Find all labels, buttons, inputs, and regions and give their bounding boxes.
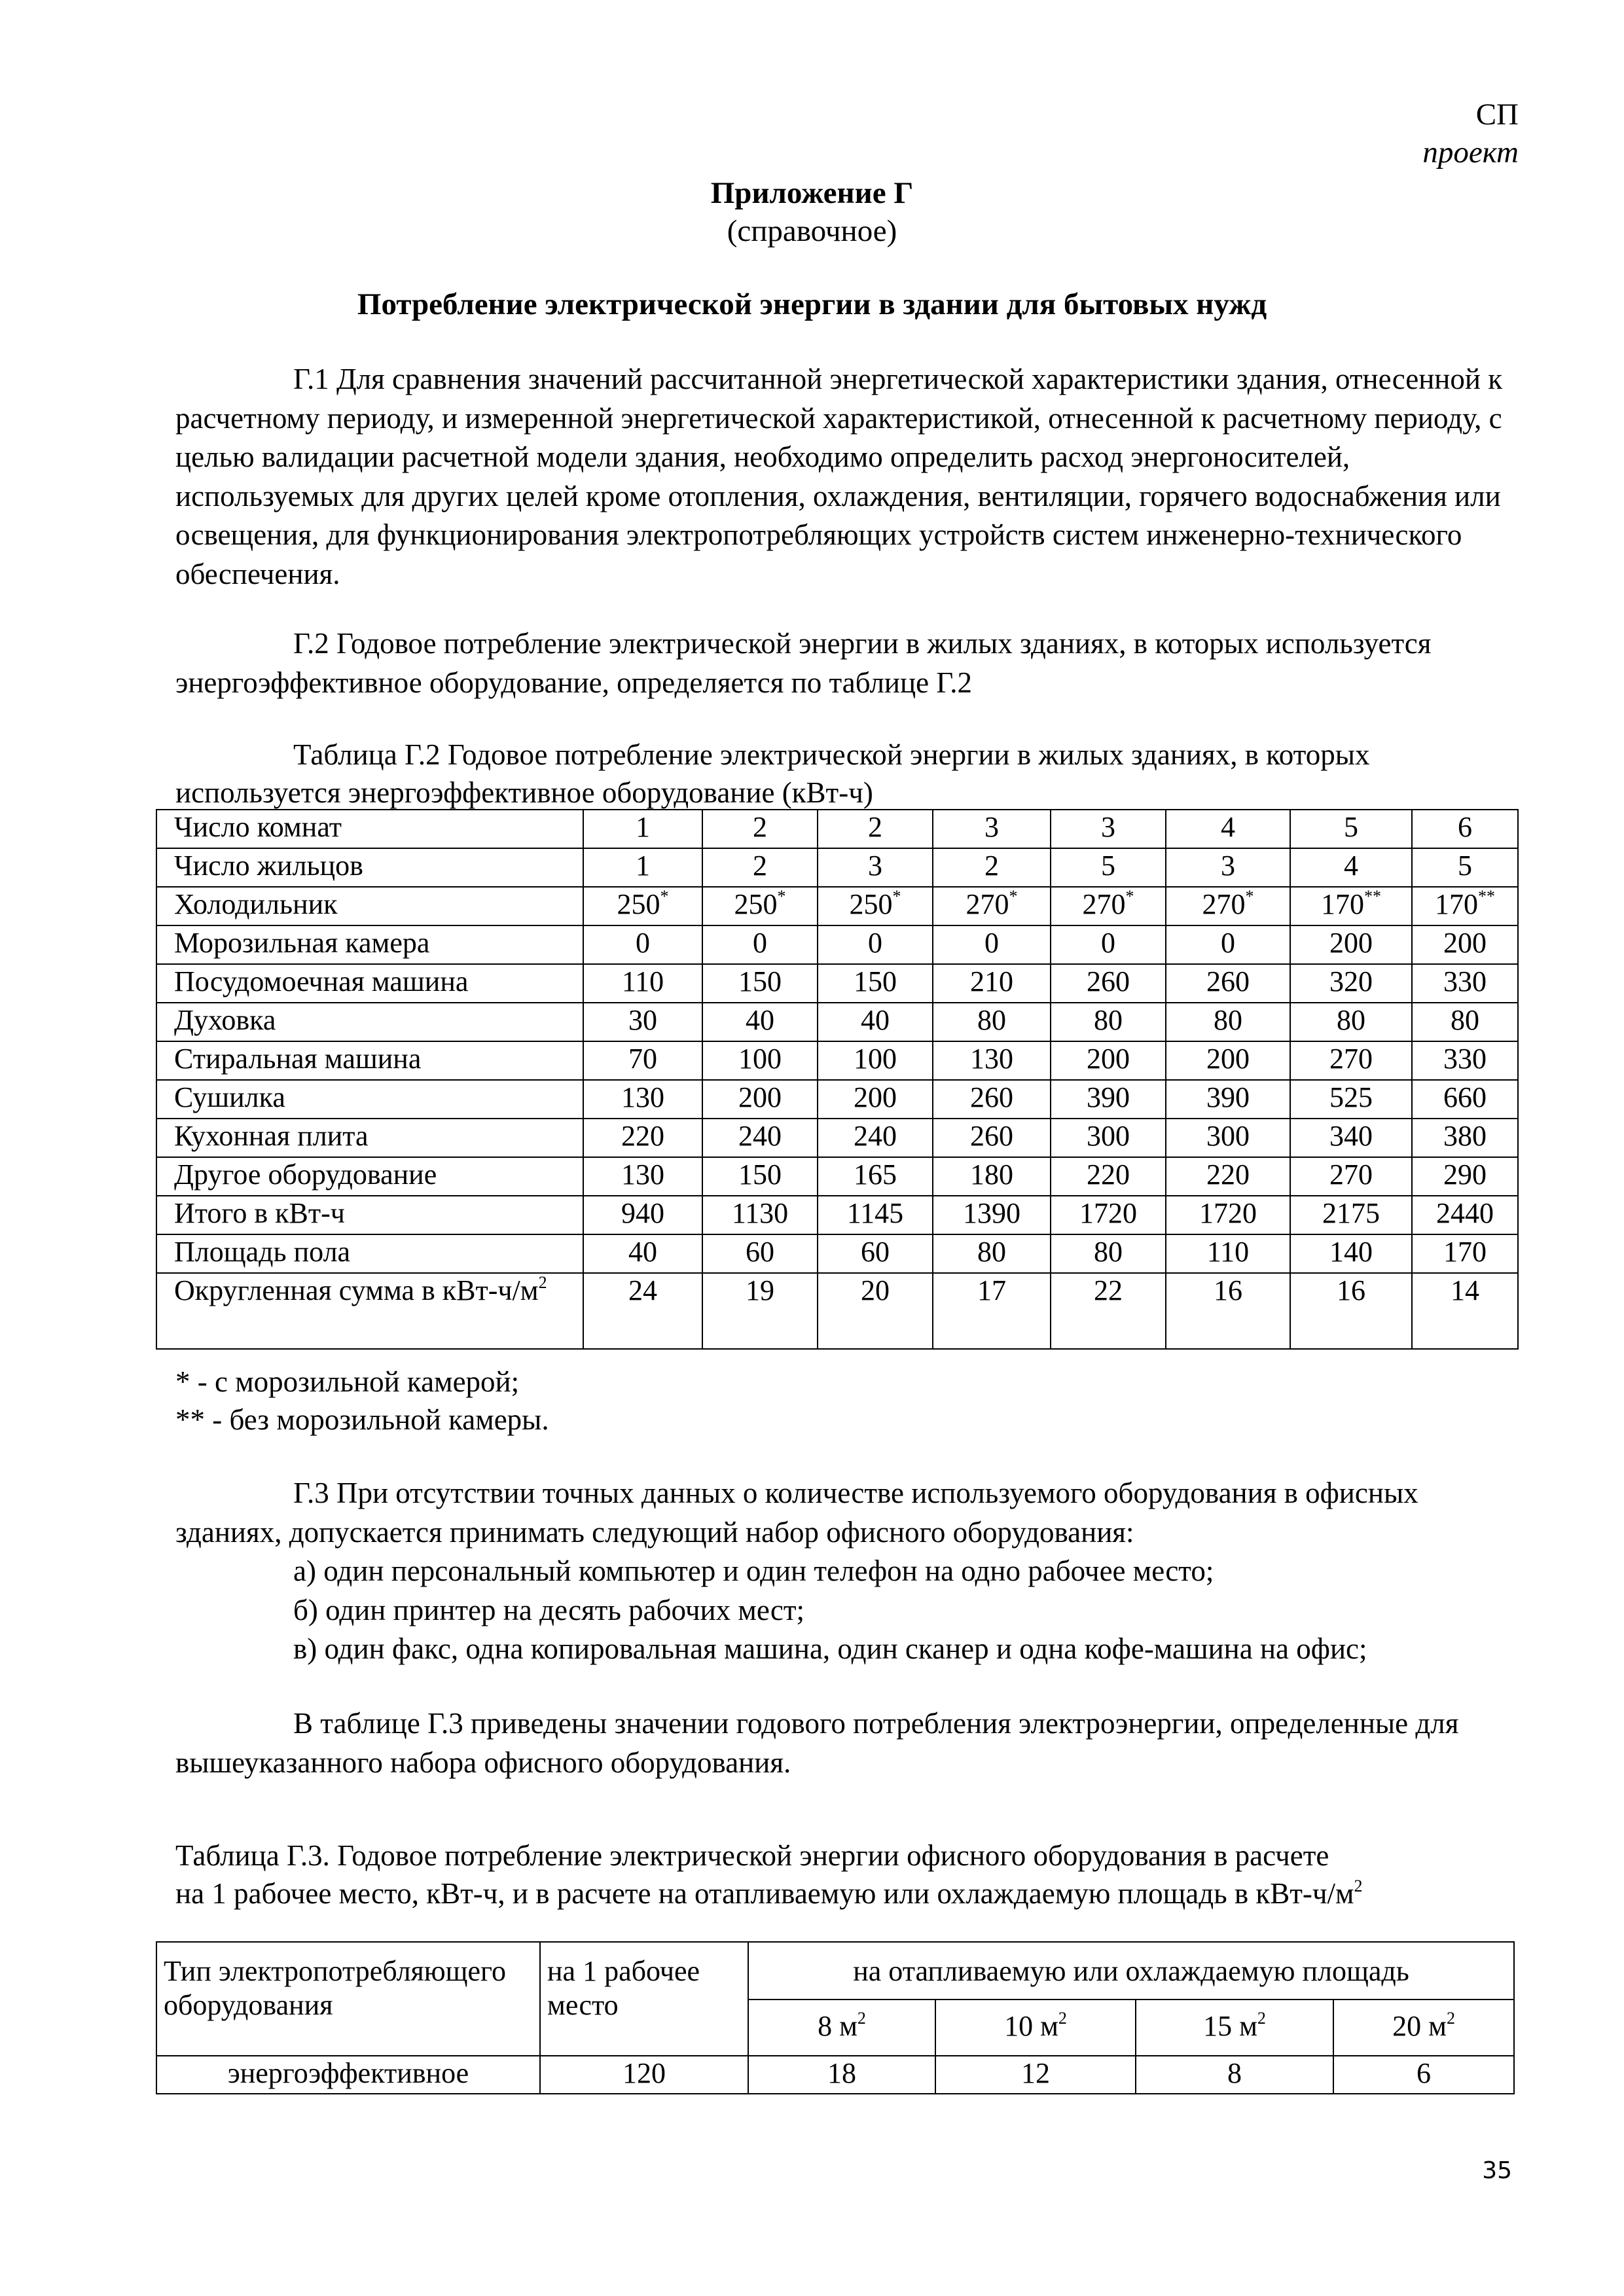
table-cell: 18 — [748, 2056, 935, 2094]
table-cell: 200 — [1051, 1041, 1166, 1080]
table-cell: 80 — [1290, 1003, 1412, 1041]
table-row — [156, 1196, 1518, 1234]
table-cell: 170 — [1412, 1234, 1518, 1273]
table-cell: 40 — [702, 1003, 818, 1041]
table-cell: 1390 — [933, 1196, 1051, 1234]
row-label: Сушилка — [156, 1080, 583, 1119]
table-cell: 300 — [1051, 1119, 1166, 1157]
table-cell: 220 — [1166, 1157, 1290, 1196]
appendix-heading: Потребление электрической энергии в здании для бытовых нужд — [357, 287, 1267, 321]
table-cell: 110 — [1166, 1234, 1290, 1273]
table-cell: 20 — [818, 1273, 933, 1349]
table-g2 — [156, 809, 1519, 1350]
row-label: Стиральная машина — [156, 1041, 583, 1080]
table-cell: 1130 — [702, 1196, 818, 1234]
table-cell: 2440 — [1412, 1196, 1518, 1234]
table-cell: 300 — [1166, 1119, 1290, 1157]
table-cell: 260 — [933, 1119, 1051, 1157]
appendix-subtitle: (справочное) — [727, 214, 897, 248]
equipment-type-cell: энергоэффективное — [156, 2056, 540, 2094]
table-cell: 290 — [1412, 1157, 1518, 1196]
table-cell: 330 — [1412, 964, 1518, 1003]
table-cell: 340 — [1290, 1119, 1412, 1157]
table-cell: 390 — [1166, 1080, 1290, 1119]
table-cell: 200 — [1166, 1041, 1290, 1080]
table-cell: 220 — [1051, 1157, 1166, 1196]
table-g3-header-area: на отапливаемую или охлаждаемую площадь — [748, 1942, 1514, 2000]
table-g2-caption: Таблица Г.2 Годовое потребление электрической энергии в жилых зданиях, в которых — [293, 738, 1370, 771]
table-cell: 0 — [818, 925, 933, 964]
row-label: Духовка — [156, 1003, 583, 1041]
document-code: СП — [1475, 98, 1519, 132]
table-row — [156, 1003, 1518, 1041]
table-cell: 1720 — [1166, 1196, 1290, 1234]
table-cell: 3 — [933, 810, 1051, 848]
table-cell: 940 — [583, 1196, 702, 1234]
table-cell: 330 — [1412, 1041, 1518, 1080]
table-row — [156, 848, 1518, 887]
equipment-list — [293, 1552, 1537, 1669]
row-label: Другое оборудование — [156, 1157, 583, 1196]
table-row — [156, 1041, 1518, 1080]
table-cell: 3 — [1051, 810, 1166, 848]
table-cell: 140 — [1290, 1234, 1412, 1273]
table-cell: 165 — [818, 1157, 933, 1196]
table-row — [156, 964, 1518, 1003]
table-cell: 170** — [1412, 887, 1518, 925]
row-label: Число комнат — [156, 810, 583, 848]
table-cell: 5 — [1051, 848, 1166, 887]
table-cell: 200 — [818, 1080, 933, 1119]
table-cell: 0 — [1051, 925, 1166, 964]
row-label: Посудомоечная машина — [156, 964, 583, 1003]
table-cell: 3 — [1166, 848, 1290, 887]
table-cell: 16 — [1290, 1273, 1412, 1349]
table-cell: 180 — [933, 1157, 1051, 1196]
table-cell: 80 — [933, 1003, 1051, 1041]
area-column-header: 10 $м^2$ — [935, 2000, 1136, 2056]
table-cell: 130 — [933, 1041, 1051, 1080]
row-label: Число жильцов — [156, 848, 583, 887]
area-column-header: 8 $м^2$ — [748, 2000, 935, 2056]
table-row — [156, 887, 1518, 925]
table-cell: 660 — [1412, 1080, 1518, 1119]
row-label: Морозильная камера — [156, 925, 583, 964]
table-cell: 5 — [1412, 848, 1518, 887]
table-cell: 30 — [583, 1003, 702, 1041]
table-g3-caption: Таблица Г.3. Годовое потребление электрической энергии офисного оборудования в расчете — [175, 1839, 1329, 1872]
table-cell: 1720 — [1051, 1196, 1166, 1234]
area-column-header: 15 $м^2$ — [1136, 2000, 1333, 2056]
table-cell: 2 — [818, 810, 933, 848]
table-cell: 150 — [702, 1157, 818, 1196]
table-row — [156, 1157, 1518, 1196]
document-status: проект — [1422, 135, 1519, 170]
table-g3-header-per-place: на 1 рабочее место — [540, 1942, 748, 2056]
table-cell: 0 — [1166, 925, 1290, 964]
table-cell: 17 — [933, 1273, 1051, 1349]
table-cell: 270* — [1051, 887, 1166, 925]
table-cell: 250* — [702, 887, 818, 925]
table-cell: 0 — [702, 925, 818, 964]
row-label: Итого в кВт-ч — [156, 1196, 583, 1234]
table-g3-header-type: Тип электропотребляющего оборудования — [156, 1942, 540, 2056]
table-cell: 200 — [1290, 925, 1412, 964]
table-g3 — [156, 1941, 1515, 2094]
table-cell: 12 — [935, 2056, 1136, 2094]
table-cell: 380 — [1412, 1119, 1518, 1157]
table-row — [156, 1080, 1518, 1119]
table-cell: 6 — [1412, 810, 1518, 848]
paragraph-g1: Г.1 Для сравнения значений рассчитанной энергетической характеристики здания, отнесенной к расчетному периоду, и измеренной энергетической характеристикой, отнесенной к расчетному периоду, с целью валидации расчетной модели здания, необходимо определить расход энергоносителей, используемых для других целей кроме отопления, охлаждения, вентиляции, горячего водоснабжения или освещения, для функционирования электропотребляющих устройств систем инженерно-технического обеспечения. — [175, 363, 1503, 590]
table-cell: 4 — [1166, 810, 1290, 848]
table-cell: 270* — [1166, 887, 1290, 925]
table-row — [156, 810, 1518, 848]
list-item: в) один факс, одна копировальная машина, один сканер и одна кофе-машина на офис; — [293, 1632, 1367, 1665]
table-cell: 260 — [1166, 964, 1290, 1003]
table-row — [156, 925, 1518, 964]
table-cell: 1 — [583, 848, 702, 887]
table-cell: 14 — [1412, 1273, 1518, 1349]
table-row — [156, 1273, 1518, 1349]
table-cell: 6 — [1333, 2056, 1514, 2094]
table-cell: 0 — [933, 925, 1051, 964]
table-cell: 260 — [1051, 964, 1166, 1003]
table-cell: 240 — [818, 1119, 933, 1157]
table-cell: 390 — [1051, 1080, 1166, 1119]
table-row — [156, 1119, 1518, 1157]
table-cell: 2175 — [1290, 1196, 1412, 1234]
paragraph-g2: Г.2 Годовое потребление электрической энергии в жилых зданиях, в которых используется энергоэффективное оборудование, определяется по таблице Г.2 — [175, 627, 1432, 699]
table-cell: 150 — [818, 964, 933, 1003]
table-cell: 1145 — [818, 1196, 933, 1234]
page-number: 35 — [1482, 2157, 1512, 2184]
table-cell: 170** — [1290, 887, 1412, 925]
table-cell: 200 — [1412, 925, 1518, 964]
table-cell: 130 — [583, 1157, 702, 1196]
table-cell: 2 — [702, 848, 818, 887]
table-cell: 100 — [818, 1041, 933, 1080]
table-cell: 80 — [933, 1234, 1051, 1273]
paragraph-g3: Г.3 При отсутствии точных данных о количестве используемого оборудования в офисных зданиях, допускается принимать следующий набор офисного оборудования: — [175, 1477, 1418, 1549]
table-cell: 8 — [1136, 2056, 1333, 2094]
row-label: Площадь пола — [156, 1234, 583, 1273]
list-item: б) один принтер на десять рабочих мест; — [293, 1593, 805, 1626]
row-label: Округленная сумма в кВт-$ч/м^2$ — [156, 1273, 583, 1349]
table-cell: 2 — [702, 810, 818, 848]
paragraph-g3-note: В таблице Г.3 приведены значении годового потребления электроэнергии, определенные для вышеуказанного набора офисного оборудования. — [175, 1707, 1459, 1779]
table-cell: 4 — [1290, 848, 1412, 887]
table-cell: 525 — [1290, 1080, 1412, 1119]
table-row — [156, 2056, 1514, 2094]
table-cell: 80 — [1051, 1003, 1166, 1041]
table-cell: 270 — [1290, 1041, 1412, 1080]
table-cell: 3 — [818, 848, 933, 887]
table-cell: 5 — [1290, 810, 1412, 848]
table-cell: 100 — [702, 1041, 818, 1080]
table-cell: 19 — [702, 1273, 818, 1349]
table-cell: 210 — [933, 964, 1051, 1003]
table-cell: 80 — [1166, 1003, 1290, 1041]
row-label: Холодильник — [156, 887, 583, 925]
table-cell: 1 — [583, 810, 702, 848]
table-cell: 260 — [933, 1080, 1051, 1119]
table-row — [156, 1234, 1518, 1273]
table-cell: 22 — [1051, 1273, 1166, 1349]
table-cell: 240 — [702, 1119, 818, 1157]
table-cell: 150 — [702, 964, 818, 1003]
table-cell: 110 — [583, 964, 702, 1003]
table-cell: 270 — [1290, 1157, 1412, 1196]
table-cell: 40 — [818, 1003, 933, 1041]
appendix-title: Приложение Г — [710, 176, 914, 210]
table-cell: 24 — [583, 1273, 702, 1349]
footnote-double: ** - без морозильной камеры. — [175, 1403, 549, 1436]
table-cell: 120 — [540, 2056, 748, 2094]
area-column-header: 20 $м^2$ — [1333, 2000, 1514, 2056]
table-cell: 60 — [818, 1234, 933, 1273]
table-cell: 320 — [1290, 964, 1412, 1003]
table-cell: 250* — [583, 887, 702, 925]
table-cell: 270* — [933, 887, 1051, 925]
table-cell: 80 — [1412, 1003, 1518, 1041]
row-label: Кухонная плита — [156, 1119, 583, 1157]
table-cell: 0 — [583, 925, 702, 964]
table-cell: 220 — [583, 1119, 702, 1157]
table-cell: 2 — [933, 848, 1051, 887]
table-cell: 16 — [1166, 1273, 1290, 1349]
table-g2-caption-cont: используется энергоэффективное оборудование (кВт-ч) — [175, 776, 873, 809]
table-cell: 130 — [583, 1080, 702, 1119]
table-cell: 60 — [702, 1234, 818, 1273]
table-cell: 250* — [818, 887, 933, 925]
footnote-single: * - с морозильной камерой; — [175, 1365, 520, 1398]
list-item: а) один персональный компьютер и один телефон на одно рабочее место; — [293, 1554, 1214, 1587]
table-cell: 70 — [583, 1041, 702, 1080]
table-cell: 40 — [583, 1234, 702, 1273]
table-cell: 80 — [1051, 1234, 1166, 1273]
table-g3-caption-cont: на 1 рабочее место, кВт-ч, и в расчете на отапливаемую или охлаждаемую площадь в кВт-$ч/м^2$ — [175, 1876, 1363, 1910]
table-cell: 200 — [702, 1080, 818, 1119]
